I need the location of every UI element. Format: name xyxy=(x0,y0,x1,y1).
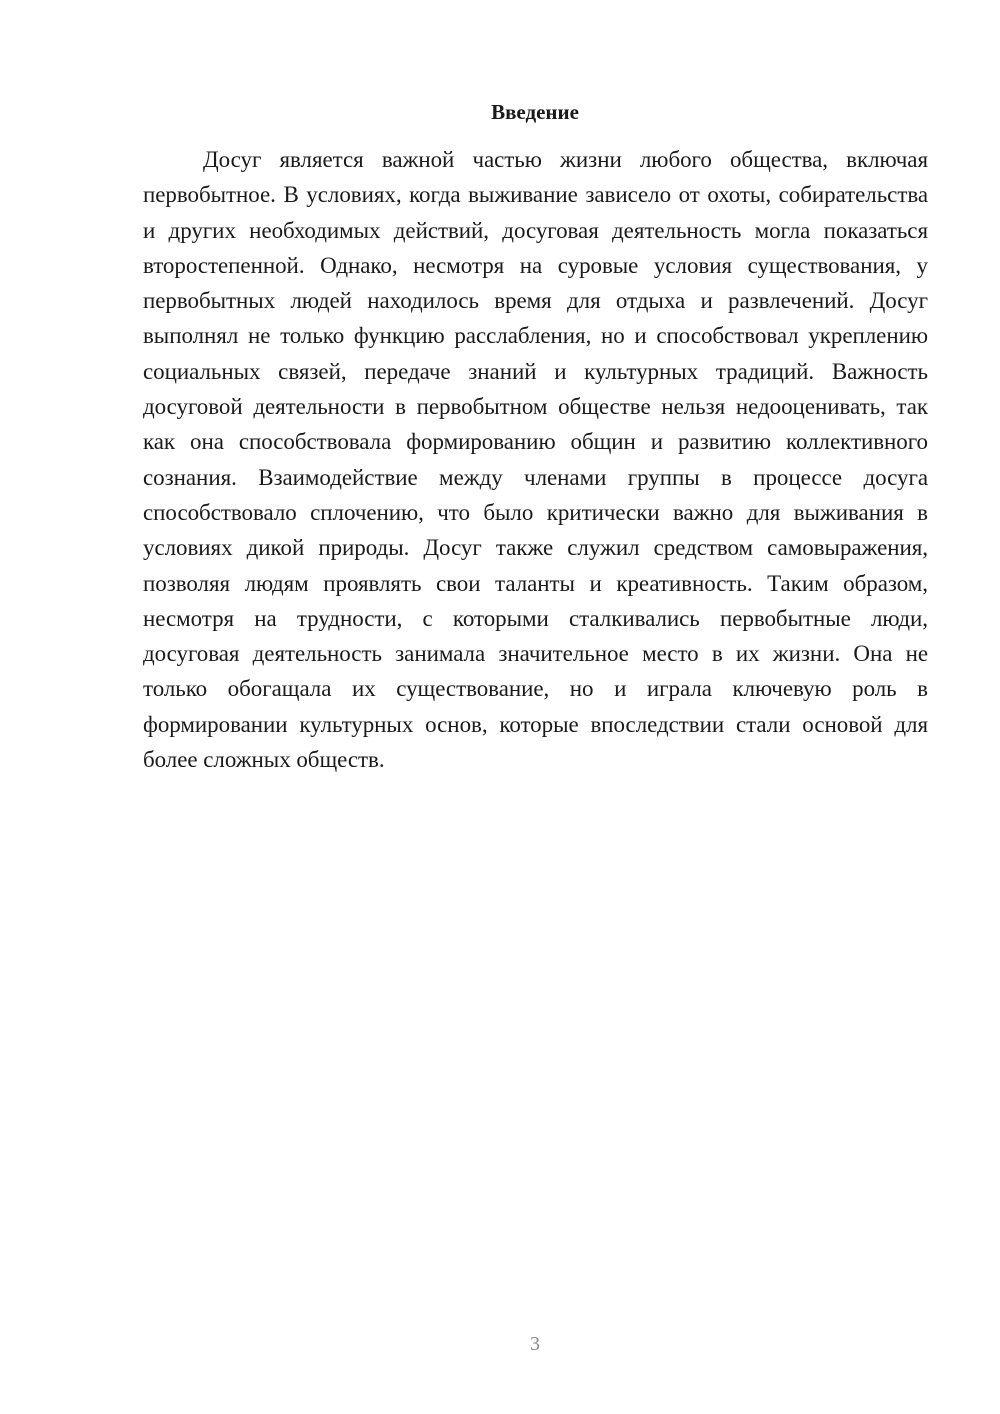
page-number: 3 xyxy=(530,1333,540,1355)
body-paragraph: Досуг является важной частью жизни любого общества, включая первобытное. В условиях, когда выживание зависело от охоты, собирательства и других необходимых действий, досуговая деятельность могла показаться второстепенной. Однако, несмотря на суровые условия существования, у первобытных людей находилось время для отдыха и развлечений. Досуг выполнял не только функцию расслабления, но и способствовал укреплению социальных связей, передаче знаний и культурных традиций. Важность досуговой деятельности в первобытном обществе нельзя недооценивать, так как она способствовала формированию общин и развитию коллективного сознания. Взаимодействие между членами группы в процессе досуга способствовало сплочению, что было критически важно для выживания в условиях дикой природы. Досуг также служил средством самовыражения, позволяя людям проявлять свои таланты и креативность. Таким образом, несмотря на трудности, с которыми сталкивались первобытные люди, досуговая деятельность занимала значительное место в их жизни. Она не только обогащала их существование, но и играла ключевую роль в формировании культурных основ, которые впоследствии стали основой для более сложных обществ. xyxy=(143,147,928,773)
section-heading: Введение xyxy=(491,100,579,124)
